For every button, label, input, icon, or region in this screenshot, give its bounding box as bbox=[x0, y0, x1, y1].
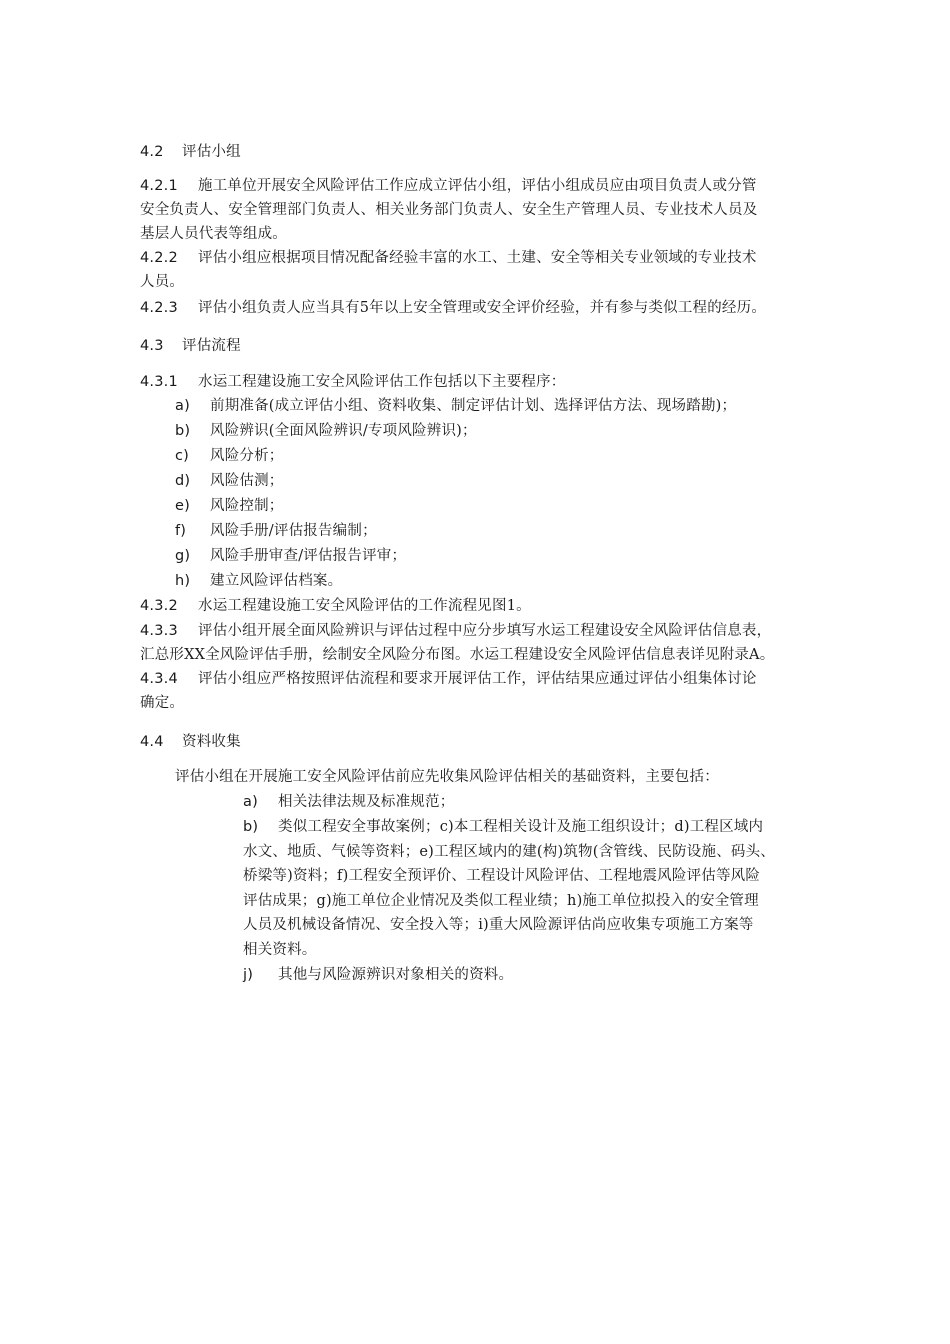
section-heading-4-4 bbox=[140, 730, 241, 754]
clause-4-3-4 bbox=[140, 667, 757, 691]
list-item bbox=[175, 444, 284, 468]
list-text: 风险估测； bbox=[210, 473, 284, 489]
list-item bbox=[175, 394, 736, 418]
clause-text-line: 水运工程建设施工安全风险评估工作包括以下主要程序： bbox=[198, 374, 566, 390]
list-text: 相关法律法规及标准规范； bbox=[278, 794, 455, 810]
clause-text-line: 评估小组应严格按照评估流程和要求开展评估工作，评估结果应通过评估小组集体讨论 bbox=[198, 671, 757, 687]
list-label: c) bbox=[175, 448, 190, 464]
clause-4-3-3 bbox=[140, 619, 771, 643]
clause-text-line: 基层人员代表等组成。 bbox=[140, 226, 287, 242]
clause-number: 4.3.1 bbox=[140, 374, 178, 390]
intro-paragraph: 评估小组在开展施工安全风险评估前应先收集风险评估相关的基础资料，主要包括： bbox=[175, 769, 719, 785]
clause-text-line: 评估小组负责人应当具有5年以上安全管理或安全评价经验，并有参与类似工程的经历。 bbox=[198, 300, 767, 316]
clause-text-line: 人员。 bbox=[140, 274, 185, 290]
clause-number: 4.2.3 bbox=[140, 300, 178, 316]
section-title: 评估小组 bbox=[182, 144, 241, 160]
list-text: 风险辨识(全面风险辨识/专项风险辨识)； bbox=[210, 423, 477, 439]
list-label: h) bbox=[175, 573, 191, 589]
list-item bbox=[175, 519, 377, 543]
list-text-line: 相关资料。 bbox=[243, 942, 317, 958]
list-label: a) bbox=[175, 398, 190, 414]
clause-text-line: 汇总形XX全风险评估手册，绘制安全风险分布图。水运工程建设安全风险评估信息表详见附录A。 bbox=[140, 647, 775, 663]
list-text: 风险控制； bbox=[210, 498, 284, 514]
list-label: f) bbox=[175, 523, 187, 539]
list-item bbox=[175, 419, 477, 443]
section-number: 4.2 bbox=[140, 144, 164, 160]
clause-4-3-1 bbox=[140, 370, 566, 394]
list-text: 前期准备(成立评估小组、资料收集、制定评估计划、选择评估方法、现场踏勘)； bbox=[210, 398, 737, 414]
clause-text-line: 安全负责人、安全管理部门负责人、相关业务部门负责人、安全生产管理人员、专业技术人员及 bbox=[140, 202, 758, 218]
list-item bbox=[243, 963, 513, 987]
list-item bbox=[175, 544, 406, 568]
list-text: 风险手册审查/评估报告评审； bbox=[210, 548, 407, 564]
clause-text-line: 评估小组应根据项目情况配备经验丰富的水工、土建、安全等相关专业领域的专业技术 bbox=[198, 250, 757, 266]
clause-number: 4.3.2 bbox=[140, 598, 178, 614]
clause-number: 4.3.4 bbox=[140, 671, 178, 687]
list-text-line: 桥梁等)资料；f)工程安全预评价、工程设计风险评估、工程地震风险评估等风险 bbox=[243, 868, 761, 884]
section-heading-4-2 bbox=[140, 140, 241, 164]
clause-4-3-2 bbox=[140, 594, 531, 618]
section-title: 资料收集 bbox=[182, 734, 241, 750]
clause-number: 4.3.3 bbox=[140, 623, 178, 639]
list-text: 建立风险评估档案。 bbox=[210, 573, 343, 589]
clause-text-line: 确定。 bbox=[140, 695, 185, 711]
section-heading-4-3 bbox=[140, 334, 241, 358]
list-item bbox=[243, 790, 454, 814]
section-title: 评估流程 bbox=[182, 338, 241, 354]
list-item bbox=[175, 569, 342, 593]
section-number: 4.4 bbox=[140, 734, 164, 750]
clause-text-line: 施工单位开展安全风险评估工作应成立评估小组，评估小组成员应由项目负责人或分管 bbox=[198, 178, 757, 194]
list-label: d) bbox=[175, 473, 191, 489]
clause-number: 4.2.1 bbox=[140, 178, 178, 194]
list-item bbox=[175, 469, 284, 493]
list-item bbox=[175, 494, 284, 518]
list-label: g) bbox=[175, 548, 191, 564]
clause-text-line: 评估小组开展全面风险辨识与评估过程中应分步填写水运工程建设安全风险评估信息表， bbox=[198, 623, 772, 639]
list-text: 类似工程安全事故案例；c)本工程相关设计及施工组织设计；d)工程区域内 bbox=[278, 819, 764, 835]
list-label: e) bbox=[175, 498, 190, 514]
list-text: 其他与风险源辨识对象相关的资料。 bbox=[278, 967, 514, 983]
clause-text-line: 水运工程建设施工安全风险评估的工作流程见图1。 bbox=[198, 598, 531, 614]
clause-4-2-3 bbox=[140, 296, 766, 320]
list-text: 风险手册/评估报告编制； bbox=[210, 523, 377, 539]
list-label: j) bbox=[243, 967, 254, 983]
clause-4-2-2 bbox=[140, 246, 757, 270]
section-number: 4.3 bbox=[140, 338, 164, 354]
list-label: b) bbox=[175, 423, 191, 439]
list-item bbox=[243, 815, 763, 839]
clause-4-2-1 bbox=[140, 174, 757, 198]
list-text-line: 水文、地质、气候等资料；e)工程区域内的建(构)筑物(含管线、民防设施、码头、 bbox=[243, 844, 776, 860]
list-text-line: 评估成果；g)施工单位企业情况及类似工程业绩；h)施工单位拟投入的安全管理 bbox=[243, 893, 759, 909]
clause-number: 4.2.2 bbox=[140, 250, 178, 266]
list-text: 风险分析； bbox=[210, 448, 284, 464]
list-text-line: 人员及机械设备情况、安全投入等；i)重大风险源评估尚应收集专项施工方案等 bbox=[243, 917, 754, 933]
list-label: b) bbox=[243, 819, 259, 835]
list-label: a) bbox=[243, 794, 258, 810]
